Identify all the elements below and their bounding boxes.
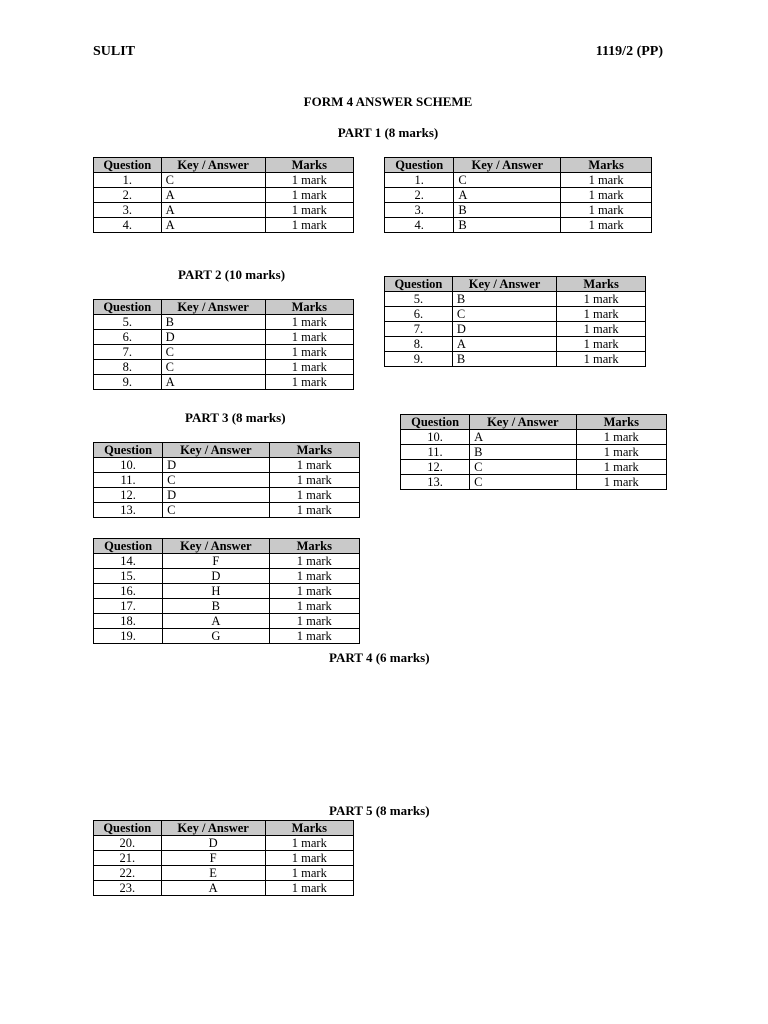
marks-value: 1 mark bbox=[265, 345, 353, 360]
part-3-table-right bbox=[400, 414, 667, 490]
answer-key: B bbox=[452, 292, 556, 307]
table-row bbox=[94, 345, 354, 360]
question-number: 6. bbox=[385, 307, 453, 322]
answer-key: A bbox=[161, 375, 265, 390]
table-row bbox=[94, 473, 360, 488]
marks-value: 1 mark bbox=[576, 475, 666, 490]
answer-key: B bbox=[454, 203, 561, 218]
marks-value: 1 mark bbox=[265, 851, 353, 866]
table-row bbox=[385, 173, 652, 188]
question-number: 18. bbox=[94, 614, 163, 629]
part-5-table bbox=[93, 820, 354, 896]
marks-value: 1 mark bbox=[561, 203, 652, 218]
column-header-key: Key / Answer bbox=[163, 443, 269, 458]
question-number: 5. bbox=[385, 292, 453, 307]
column-header-question: Question bbox=[401, 415, 470, 430]
marks-value: 1 mark bbox=[557, 352, 646, 367]
question-number: 14. bbox=[94, 554, 163, 569]
question-number: 22. bbox=[94, 866, 162, 881]
table-row bbox=[385, 352, 646, 367]
marks-value: 1 mark bbox=[269, 458, 359, 473]
answer-key: D bbox=[161, 836, 265, 851]
column-header-question: Question bbox=[385, 158, 454, 173]
column-header-marks: Marks bbox=[265, 158, 353, 173]
question-number: 23. bbox=[94, 881, 162, 896]
marks-value: 1 mark bbox=[265, 375, 353, 390]
question-number: 7. bbox=[385, 322, 453, 337]
marks-value: 1 mark bbox=[269, 584, 359, 599]
question-number: 11. bbox=[401, 445, 470, 460]
column-header-question: Question bbox=[94, 300, 162, 315]
question-number: 12. bbox=[94, 488, 163, 503]
question-number: 10. bbox=[94, 458, 163, 473]
marks-value: 1 mark bbox=[561, 173, 652, 188]
answer-key: C bbox=[470, 475, 576, 490]
column-header-key: Key / Answer bbox=[163, 539, 269, 554]
marks-value: 1 mark bbox=[557, 307, 646, 322]
question-number: 3. bbox=[94, 203, 162, 218]
column-header-marks: Marks bbox=[265, 821, 353, 836]
answer-key: B bbox=[163, 599, 269, 614]
table-row bbox=[94, 836, 354, 851]
question-number: 1. bbox=[385, 173, 454, 188]
table-row bbox=[94, 173, 354, 188]
column-header-question: Question bbox=[94, 443, 163, 458]
table-row bbox=[94, 866, 354, 881]
answer-key: A bbox=[470, 430, 576, 445]
part-3-matching-table bbox=[93, 538, 360, 644]
table-row bbox=[385, 292, 646, 307]
question-number: 9. bbox=[94, 375, 162, 390]
table-row bbox=[94, 188, 354, 203]
question-number: 2. bbox=[94, 188, 162, 203]
answer-key: D bbox=[161, 330, 265, 345]
header-right: 1119/2 (PP) bbox=[595, 44, 663, 59]
answer-key: B bbox=[452, 352, 556, 367]
table-row bbox=[385, 188, 652, 203]
marks-value: 1 mark bbox=[561, 218, 652, 233]
answer-key: A bbox=[161, 218, 265, 233]
answer-key: C bbox=[161, 360, 265, 375]
question-number: 21. bbox=[94, 851, 162, 866]
question-number: 1. bbox=[94, 173, 162, 188]
question-number: 4. bbox=[94, 218, 162, 233]
marks-value: 1 mark bbox=[557, 322, 646, 337]
answer-key: A bbox=[454, 188, 561, 203]
marks-value: 1 mark bbox=[561, 188, 652, 203]
question-number: 20. bbox=[94, 836, 162, 851]
table-row bbox=[385, 218, 652, 233]
marks-value: 1 mark bbox=[265, 173, 353, 188]
column-header-marks: Marks bbox=[576, 415, 666, 430]
column-header-key: Key / Answer bbox=[454, 158, 561, 173]
marks-value: 1 mark bbox=[265, 360, 353, 375]
answer-key: A bbox=[161, 881, 265, 896]
table-row bbox=[94, 599, 360, 614]
table-row bbox=[94, 218, 354, 233]
column-header-key: Key / Answer bbox=[161, 821, 265, 836]
table-row bbox=[94, 360, 354, 375]
table-row bbox=[385, 307, 646, 322]
table-row bbox=[94, 315, 354, 330]
table-row bbox=[94, 881, 354, 896]
table-row bbox=[94, 503, 360, 518]
question-number: 10. bbox=[401, 430, 470, 445]
marks-value: 1 mark bbox=[269, 488, 359, 503]
marks-value: 1 mark bbox=[576, 430, 666, 445]
question-number: 16. bbox=[94, 584, 163, 599]
marks-value: 1 mark bbox=[269, 473, 359, 488]
table-row bbox=[94, 584, 360, 599]
table-row bbox=[94, 375, 354, 390]
part-3-title: PART 3 (8 marks) bbox=[185, 410, 286, 425]
question-number: 4. bbox=[385, 218, 454, 233]
marks-value: 1 mark bbox=[269, 503, 359, 518]
marks-value: 1 mark bbox=[265, 866, 353, 881]
marks-value: 1 mark bbox=[269, 629, 359, 644]
question-number: 13. bbox=[401, 475, 470, 490]
answer-key: E bbox=[161, 866, 265, 881]
table-row bbox=[94, 851, 354, 866]
answer-key: A bbox=[163, 614, 269, 629]
table-row bbox=[401, 475, 667, 490]
answer-key: A bbox=[161, 188, 265, 203]
column-header-key: Key / Answer bbox=[161, 158, 265, 173]
table-row bbox=[94, 330, 354, 345]
marks-value: 1 mark bbox=[269, 614, 359, 629]
column-header-key: Key / Answer bbox=[470, 415, 576, 430]
marks-value: 1 mark bbox=[265, 218, 353, 233]
answer-key: C bbox=[470, 460, 576, 475]
answer-key: D bbox=[163, 458, 269, 473]
table-row bbox=[94, 554, 360, 569]
answer-key: B bbox=[454, 218, 561, 233]
part-1-table-right bbox=[384, 157, 652, 233]
column-header-marks: Marks bbox=[561, 158, 652, 173]
marks-value: 1 mark bbox=[265, 836, 353, 851]
question-number: 12. bbox=[401, 460, 470, 475]
table-row bbox=[94, 569, 360, 584]
column-header-marks: Marks bbox=[269, 539, 359, 554]
part-5-title: PART 5 (8 marks) bbox=[329, 803, 430, 818]
answer-key: B bbox=[470, 445, 576, 460]
marks-value: 1 mark bbox=[269, 569, 359, 584]
column-header-question: Question bbox=[94, 539, 163, 554]
answer-key: G bbox=[163, 629, 269, 644]
answer-key: B bbox=[161, 315, 265, 330]
answer-key: C bbox=[161, 345, 265, 360]
table-row bbox=[401, 445, 667, 460]
table-row bbox=[385, 322, 646, 337]
table-row bbox=[385, 337, 646, 352]
question-number: 9. bbox=[385, 352, 453, 367]
table-row bbox=[94, 488, 360, 503]
answer-key: C bbox=[452, 307, 556, 322]
column-header-key: Key / Answer bbox=[452, 277, 556, 292]
answer-key: C bbox=[161, 173, 265, 188]
answer-key: F bbox=[163, 554, 269, 569]
question-number: 8. bbox=[385, 337, 453, 352]
part-3-table-left bbox=[93, 442, 360, 518]
question-number: 17. bbox=[94, 599, 163, 614]
marks-value: 1 mark bbox=[576, 460, 666, 475]
marks-value: 1 mark bbox=[265, 330, 353, 345]
question-number: 13. bbox=[94, 503, 163, 518]
question-number: 2. bbox=[385, 188, 454, 203]
answer-key: C bbox=[163, 503, 269, 518]
answer-key: A bbox=[452, 337, 556, 352]
table-row bbox=[94, 629, 360, 644]
header-left: SULIT bbox=[93, 44, 136, 59]
marks-value: 1 mark bbox=[265, 188, 353, 203]
part-1-title: PART 1 (8 marks) bbox=[337, 125, 439, 140]
question-number: 11. bbox=[94, 473, 163, 488]
table-row bbox=[94, 458, 360, 473]
marks-value: 1 mark bbox=[557, 337, 646, 352]
question-number: 15. bbox=[94, 569, 163, 584]
question-number: 19. bbox=[94, 629, 163, 644]
marks-value: 1 mark bbox=[557, 292, 646, 307]
part-4-title: PART 4 (6 marks) bbox=[329, 650, 430, 665]
answer-key: D bbox=[452, 322, 556, 337]
part-1-table-left bbox=[93, 157, 354, 233]
question-number: 5. bbox=[94, 315, 162, 330]
marks-value: 1 mark bbox=[269, 554, 359, 569]
table-row bbox=[94, 614, 360, 629]
column-header-marks: Marks bbox=[557, 277, 646, 292]
column-header-marks: Marks bbox=[269, 443, 359, 458]
question-number: 3. bbox=[385, 203, 454, 218]
column-header-question: Question bbox=[94, 158, 162, 173]
column-header-marks: Marks bbox=[265, 300, 353, 315]
column-header-key: Key / Answer bbox=[161, 300, 265, 315]
answer-key: C bbox=[454, 173, 561, 188]
answer-key: A bbox=[161, 203, 265, 218]
page-title: FORM 4 ANSWER SCHEME bbox=[303, 94, 473, 109]
marks-value: 1 mark bbox=[265, 203, 353, 218]
question-number: 6. bbox=[94, 330, 162, 345]
part-2-table-right bbox=[384, 276, 646, 367]
table-row bbox=[401, 460, 667, 475]
column-header-question: Question bbox=[94, 821, 162, 836]
question-number: 7. bbox=[94, 345, 162, 360]
marks-value: 1 mark bbox=[576, 445, 666, 460]
table-row bbox=[385, 203, 652, 218]
question-number: 8. bbox=[94, 360, 162, 375]
answer-key: C bbox=[163, 473, 269, 488]
part-2-title: PART 2 (10 marks) bbox=[178, 267, 286, 282]
table-row bbox=[94, 203, 354, 218]
answer-key: F bbox=[161, 851, 265, 866]
answer-key: D bbox=[163, 569, 269, 584]
table-row bbox=[401, 430, 667, 445]
answer-key: H bbox=[163, 584, 269, 599]
marks-value: 1 mark bbox=[265, 881, 353, 896]
marks-value: 1 mark bbox=[269, 599, 359, 614]
answer-key: D bbox=[163, 488, 269, 503]
part-2-table-left bbox=[93, 299, 354, 390]
marks-value: 1 mark bbox=[265, 315, 353, 330]
column-header-question: Question bbox=[385, 277, 453, 292]
